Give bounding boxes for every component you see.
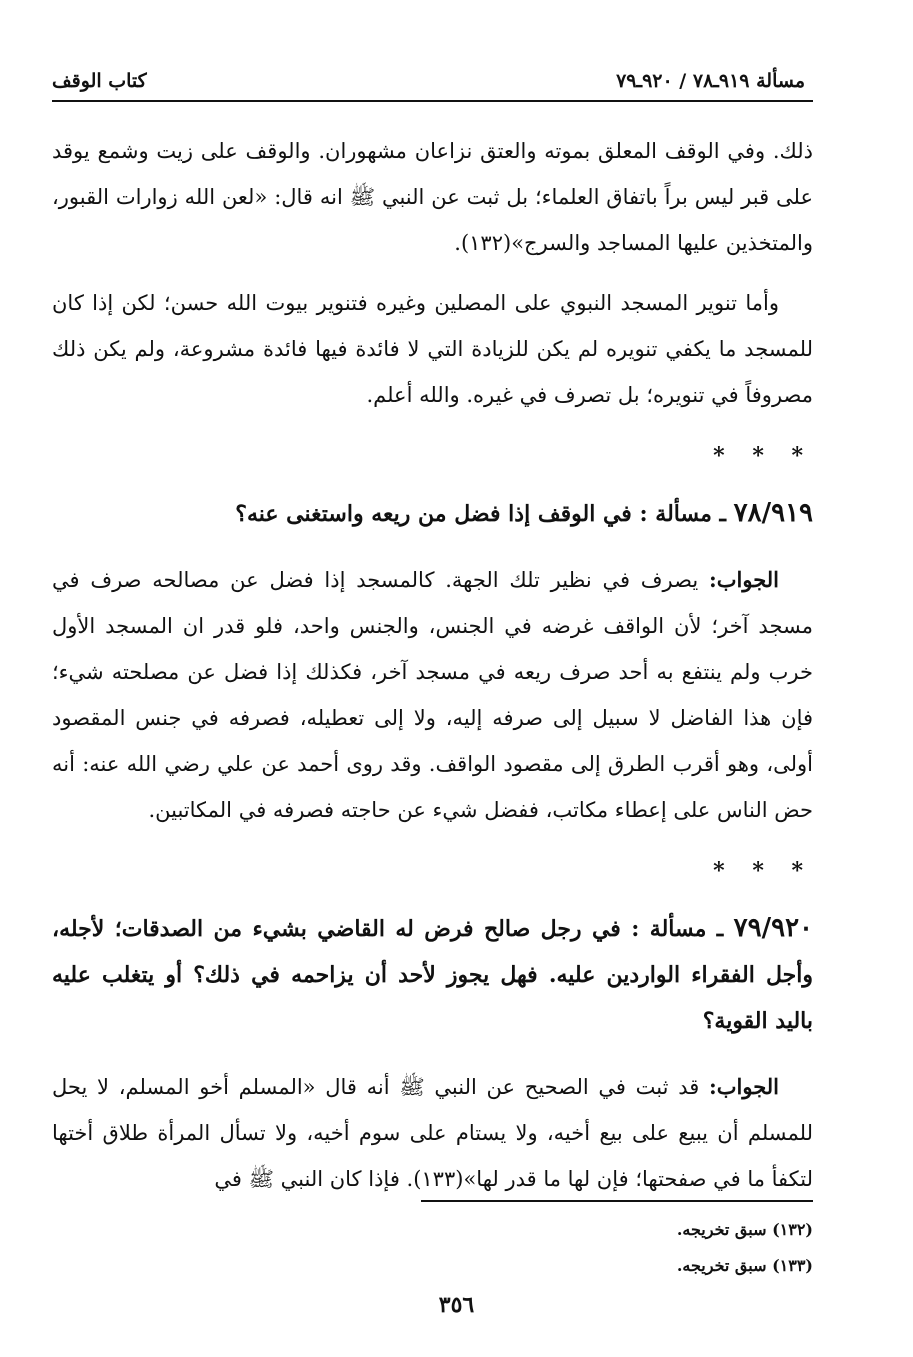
answer-text: يصرف في نظير تلك الجهة. كالمسجد إذا فضل عن مصالحه صرف في مسجد آخر؛ لأن الواقف غرضه في الجنس، والجنس واحد، فلو قدر ان المسجد الأول خرب ولم ينتفع به أحد صرف ريعه في مسجد آخر، فكذلك إذا فضل عن مصلحته شيء؛ فإن هذا الفاضل لا سبيل إلى صرفه إليه، ولا إلى تعطيله، فصرفه في جنس المقصود أولى، وهو أقرب الطرق إلى مقصود الواقف. وقد روى أحمد عن علي رضي الله عنه: أنه حض الناس على إعطاء مكاتب، ففضل شيء عن حاجته فصرفه في المكاتبين. — [52, 568, 813, 822]
question-label: ـ مسألة : — [631, 916, 724, 942]
answer-text: قد ثبت في الصحيح عن النبي ﷺ أنه قال «المسلم أخو المسلم، لا يحل للمسلم أن يبيع على بيع أخيه، ولا يستام على سوم أخيه، ولا تسأل المرأة طلاق أختها لتكفأ ما في صفحتها؛ فإن لها ما قدر لها»(١٣٣). فإذا كان النبي ﷺ في — [52, 1075, 813, 1191]
question-text: في الوقف إذا فضل من ريعه واستغنى عنه؟ — [235, 501, 632, 527]
question-number: ٧٩/٩٢٠ — [733, 913, 813, 943]
section-separator: * * * — [713, 858, 813, 884]
answer-paragraph — [52, 1064, 813, 1202]
answer-paragraph — [52, 557, 813, 833]
header-divider — [52, 100, 813, 102]
book-title: كتاب الوقف — [52, 70, 147, 92]
question-heading — [52, 905, 813, 1044]
footnote-item: (١٣٣) سبق تخريجه. — [676, 1256, 813, 1275]
answer-label: الجواب: — [709, 567, 779, 592]
question-heading — [52, 490, 813, 537]
paragraph-continuation: ذلك. وفي الوقف المعلق بموته والعتق نزاعان مشهوران. والوقف على زيت وشمع يوقد على قبر ليس براً باتفاق العلماء؛ بل ثبت عن النبي ﷺ انه قال: «لعن الله زوارات القبور، والمتخذين عليها المساجد والسرج»(١٣٢). — [52, 139, 813, 255]
page-number: ٣٥٦ — [438, 1292, 475, 1318]
question-number: ٧٨/٩١٩ — [733, 498, 813, 528]
page-body — [52, 128, 813, 1216]
footnote-divider — [421, 1200, 813, 1202]
answer-label: الجواب: — [709, 1074, 779, 1099]
section-separator: * * * — [713, 443, 813, 469]
question-label: ـ مسألة : — [639, 501, 726, 527]
footnotes — [313, 1212, 813, 1284]
running-header — [52, 58, 805, 92]
paragraph-mosque-lighting: وأما تنوير المسجد النبوي على المصلين وغيره فتنوير بيوت الله حسن؛ لكن إذا كان للمسجد ما يكفي تنويره لم يكن للزيادة التي لا فائدة فيها فائدة مشروعة، ولم يكن ذلك مصروفاً في تنويره؛ بل تصرف في غيره. والله أعلم. — [52, 291, 813, 407]
running-title: مسألة ٩١٩ـ٧٨ / ٩٢٠ـ٧٩ — [616, 70, 805, 92]
footnote-item: (١٣٢) سبق تخريجه. — [676, 1220, 813, 1239]
question-text: في رجل صالح فرض له القاضي بشيء من الصدقات؛ لأجله، وأجل الفقراء الواردين عليه. فهل يجوز لأحد أن يزاحمه في ذلك؟ أو يتغلب عليه باليد القوية؟ — [52, 916, 813, 1034]
